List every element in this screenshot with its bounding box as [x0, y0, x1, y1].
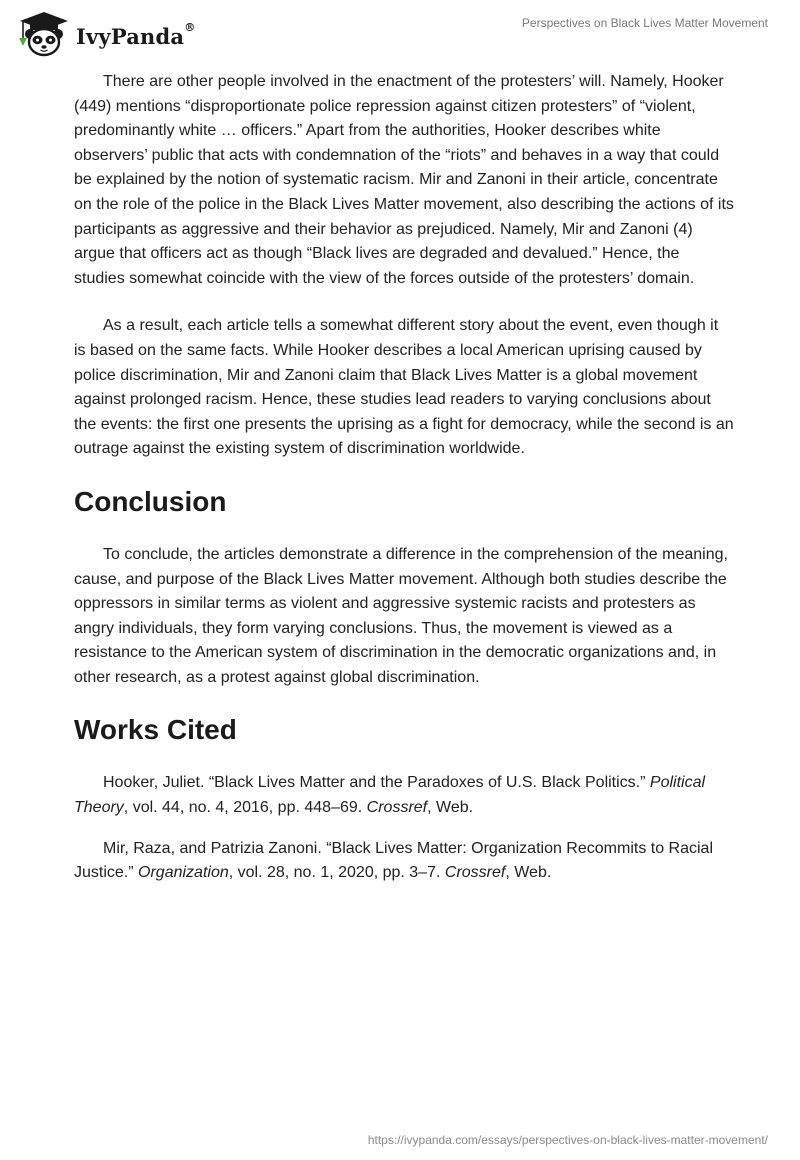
- registered-mark: ®: [184, 20, 196, 34]
- works-cited-heading: Works Cited: [74, 714, 237, 746]
- conclusion-heading: Conclusion: [74, 485, 227, 517]
- source-url[interactable]: https://ivypanda.com/essays/perspectives-on-black-lives-matter-movement/: [367, 1133, 768, 1147]
- body-paragraph-2: As a result, each article tells a somewhat different story about the event, even though it is based on the same facts. While Hooker describes a local American uprising caused by police discrimination, Mir and Zanoni claim that Black Lives Matter is a global movement against prolonged racism. Hence, these studies lead readers to varying conclusions about the events: the first one presents the uprising as a fight for democracy, while the second is an outrage against the existing system of discrimination worldwide.: [74, 317, 734, 458]
- logo[interactable]: [14, 10, 195, 58]
- citation-database: Crossref: [366, 799, 428, 817]
- brand-name: [76, 20, 196, 49]
- citation-text: Hooker, Juliet. “Black Lives Matter and the Paradoxes of U.S. Black Politics.”: [103, 774, 650, 792]
- conclusion-paragraph: To conclude, the articles demonstrate a difference in the comprehension of the meaning, cause, and purpose of the Black Lives Matter movement. Although both studies describe the oppressors in similar terms as violent and aggressive systemic racists and protesters as angry individuals, they form varying conclusions. Thus, the movement is viewed as a resistance to the American system of discrimination in the democratic organizations and, in other research, as a protest against global discrimination.: [74, 545, 728, 686]
- citation-details: , vol. 44, no. 4, 2016, pp. 448–69.: [123, 799, 367, 817]
- page-header: [0, 0, 800, 64]
- citation-journal: Political Theory: [74, 774, 706, 817]
- body-paragraph-1: There are other people involved in the enactment of the protesters’ will. Namely, Hooker (449) mentions “disproportionate police repression against citizen protesters” of “violent, predominantly white … officers.” Apart from the authorities, Hooker describes white observers’ public that acts with condemnation of the “riots” and behaves in a way that could be explained by the notion of systematic racism. Mir and Zanoni in their article, concentrate on the role of the police in the Black Lives Matter movement, also describing the actions of its participants as aggressive and their behavior as prejudiced. Namely, Mir and Zanoni (4) argue that officers act as though “Black lives are degraded and devalued.” Hence, the studies somewhat coincide with the view of the forces outside of the protesters’ domain.: [74, 73, 734, 287]
- citation-mir-zanoni: [74, 837, 734, 886]
- citation-database: Crossref: [444, 864, 506, 882]
- citation-medium: , Web.: [505, 864, 552, 882]
- citation-hooker: [74, 771, 734, 820]
- citation-medium: , Web.: [427, 799, 474, 817]
- citation-details: , vol. 28, no. 1, 2020, pp. 3–7.: [228, 864, 445, 882]
- essay-content: [74, 70, 734, 902]
- document-title: Perspectives on Black Lives Matter Movement: [521, 16, 768, 30]
- panda-logo-icon: [14, 10, 74, 58]
- citation-journal: Organization: [138, 864, 229, 882]
- brand-text: IvyPanda: [76, 23, 185, 49]
- citation-text: Mir, Raza, and Patrizia Zanoni. “Black Lives Matter: Organization Recommits to Racial Justice.”: [74, 839, 714, 882]
